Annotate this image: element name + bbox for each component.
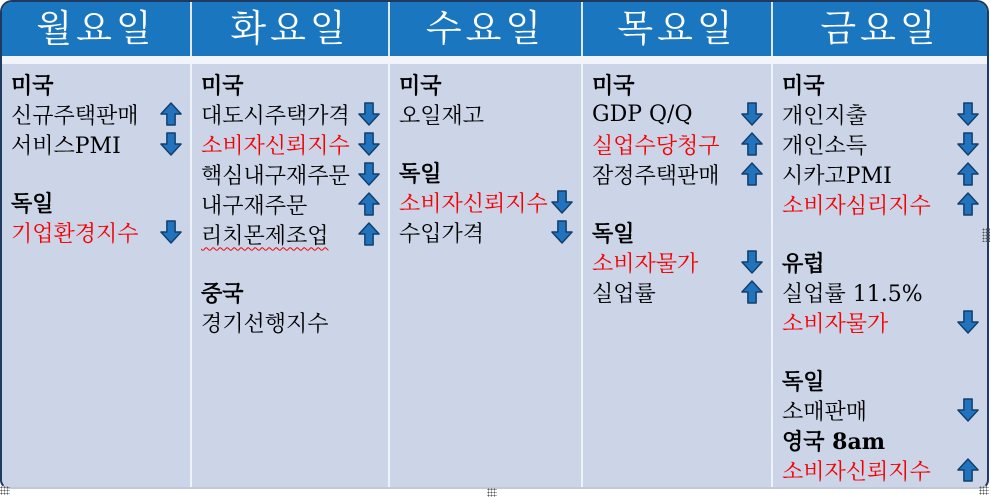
country-label: 미국: [399, 72, 442, 99]
country-label-row: [399, 69, 573, 99]
up-arrow-icon: [957, 192, 979, 216]
day-column-monday: [2, 64, 192, 487]
down-arrow-icon: [957, 132, 979, 156]
country-label: 미국: [592, 72, 635, 99]
up-arrow-icon: [741, 280, 763, 304]
indicator-row: [11, 217, 182, 247]
country-label-row: [399, 157, 573, 187]
day-column-friday: [773, 64, 987, 487]
indicator-label: 실업률 11.5%: [782, 281, 923, 307]
indicator-label: 개인지출: [782, 103, 868, 129]
indicator-row: [782, 189, 979, 219]
indicator-label: 잠정주택판매: [592, 163, 720, 189]
country-label: 미국: [11, 72, 54, 99]
resize-handle-bottom-right[interactable]: [979, 486, 989, 495]
down-arrow-icon: [957, 310, 979, 334]
down-arrow-icon: [551, 190, 573, 214]
indicator-row: [592, 159, 763, 189]
day-header-wednesday: 수요일: [390, 2, 583, 56]
country-label: 독일: [11, 190, 54, 217]
down-arrow-icon: [160, 220, 182, 244]
up-arrow-icon: [957, 458, 979, 482]
up-arrow-icon: [741, 132, 763, 156]
down-arrow-icon: [957, 398, 979, 422]
up-arrow-icon: [358, 192, 380, 216]
indicator-row: [782, 307, 979, 337]
indicator-label: 소매판매: [782, 399, 868, 425]
up-arrow-icon: [741, 162, 763, 186]
country-label-row: [782, 69, 979, 99]
country-label: 미국: [201, 72, 244, 99]
indicator-label: 서비스PMI: [11, 133, 121, 159]
day-header-row: [2, 2, 987, 56]
indicator-label: 수입가격: [399, 221, 485, 247]
indicator-row: [592, 277, 763, 307]
spacer-row: [201, 249, 380, 277]
indicator-row: [782, 159, 979, 189]
down-arrow-icon: [551, 220, 573, 244]
indicator-label: 소비자신뢰지수: [782, 459, 931, 485]
indicator-label: 핵심내구재주문: [201, 163, 350, 189]
indicator-row: [11, 99, 182, 129]
indicator-row: [592, 99, 763, 129]
day-column-tuesday: [192, 64, 390, 487]
indicator-label: 소비자물가: [592, 251, 699, 277]
country-label: 독일: [399, 160, 442, 187]
indicator-label: 소비자신뢰지수: [201, 133, 350, 159]
indicator-label: 기업환경지수: [11, 221, 139, 247]
up-arrow-icon: [358, 222, 380, 246]
indicator-row: [201, 307, 380, 337]
indicator-row: [782, 277, 979, 307]
country-label: 중국: [201, 280, 244, 307]
indicator-row: [399, 217, 573, 247]
indicator-label: 시카고PMI: [782, 163, 892, 189]
down-arrow-icon: [160, 132, 182, 156]
indicator-row: [399, 187, 573, 217]
indicator-label: 실업수당청구: [592, 133, 720, 159]
day-header-tuesday: 화요일: [192, 2, 390, 56]
down-arrow-icon: [358, 132, 380, 156]
indicator-row: [201, 189, 380, 219]
indicator-label: 개인소득: [782, 133, 868, 159]
up-arrow-icon: [160, 102, 182, 126]
spacer-row: [399, 129, 573, 157]
indicator-row: [11, 129, 182, 159]
country-label-row: [782, 365, 979, 395]
indicator-label: 경기선행지수: [201, 311, 329, 337]
country-label: 유럽: [782, 250, 825, 277]
indicator-label: 실업률: [592, 281, 656, 307]
day-header-monday: 월요일: [2, 2, 192, 56]
indicator-row: [592, 247, 763, 277]
indicator-label: 대도시주택가격: [201, 103, 350, 129]
indicator-row: [782, 455, 979, 485]
country-label: 미국: [782, 72, 825, 99]
down-arrow-icon: [741, 102, 763, 126]
spacer-row: [592, 189, 763, 217]
resize-handle-bottom-left[interactable]: [0, 486, 10, 495]
indicator-row: [201, 129, 380, 159]
indicator-row: [592, 129, 763, 159]
down-arrow-icon: [741, 250, 763, 274]
indicator-row: [399, 99, 573, 129]
indicator-label: 소비자심리지수: [782, 193, 931, 219]
indicator-label: 오일재고: [399, 103, 485, 129]
indicator-label: 리치몬제조업: [201, 223, 329, 249]
country-label-row: [782, 247, 979, 277]
country-label-row: [11, 187, 182, 217]
country-label-row: [782, 425, 979, 455]
down-arrow-icon: [358, 102, 380, 126]
resize-handle-right-middle[interactable]: [982, 228, 990, 242]
down-arrow-icon: [358, 162, 380, 186]
spacer-row: [782, 337, 979, 365]
indicator-label: 신규주택판매: [11, 103, 139, 129]
country-label-row: [201, 277, 380, 307]
country-label-row: [592, 217, 763, 247]
calendar-body: [2, 64, 987, 487]
day-column-wednesday: [390, 64, 583, 487]
day-header-thursday: 목요일: [583, 2, 773, 56]
spacer-row: [11, 159, 182, 187]
country-label: 영국 8am: [782, 428, 886, 455]
country-label-row: [11, 69, 182, 99]
indicator-row: [201, 159, 380, 189]
indicator-row: [782, 395, 979, 425]
header-body-divider: [2, 56, 987, 64]
indicator-label: 내구재주문: [201, 193, 308, 219]
indicator-row: [782, 99, 979, 129]
indicator-row: [782, 129, 979, 159]
country-label: 독일: [592, 220, 635, 247]
indicator-row: [201, 99, 380, 129]
down-arrow-icon: [957, 102, 979, 126]
indicator-label: 소비자물가: [782, 311, 889, 337]
country-label-row: [201, 69, 380, 99]
day-column-thursday: [583, 64, 773, 487]
up-arrow-icon: [957, 162, 979, 186]
indicator-label: GDP Q/Q: [592, 101, 693, 127]
indicator-row: [201, 219, 380, 249]
country-label-row: [592, 69, 763, 99]
country-label: 독일: [782, 368, 825, 395]
day-header-friday: 금요일: [820, 7, 940, 50]
spacer-row: [782, 219, 979, 247]
indicator-label: 소비자신뢰지수: [399, 191, 548, 217]
